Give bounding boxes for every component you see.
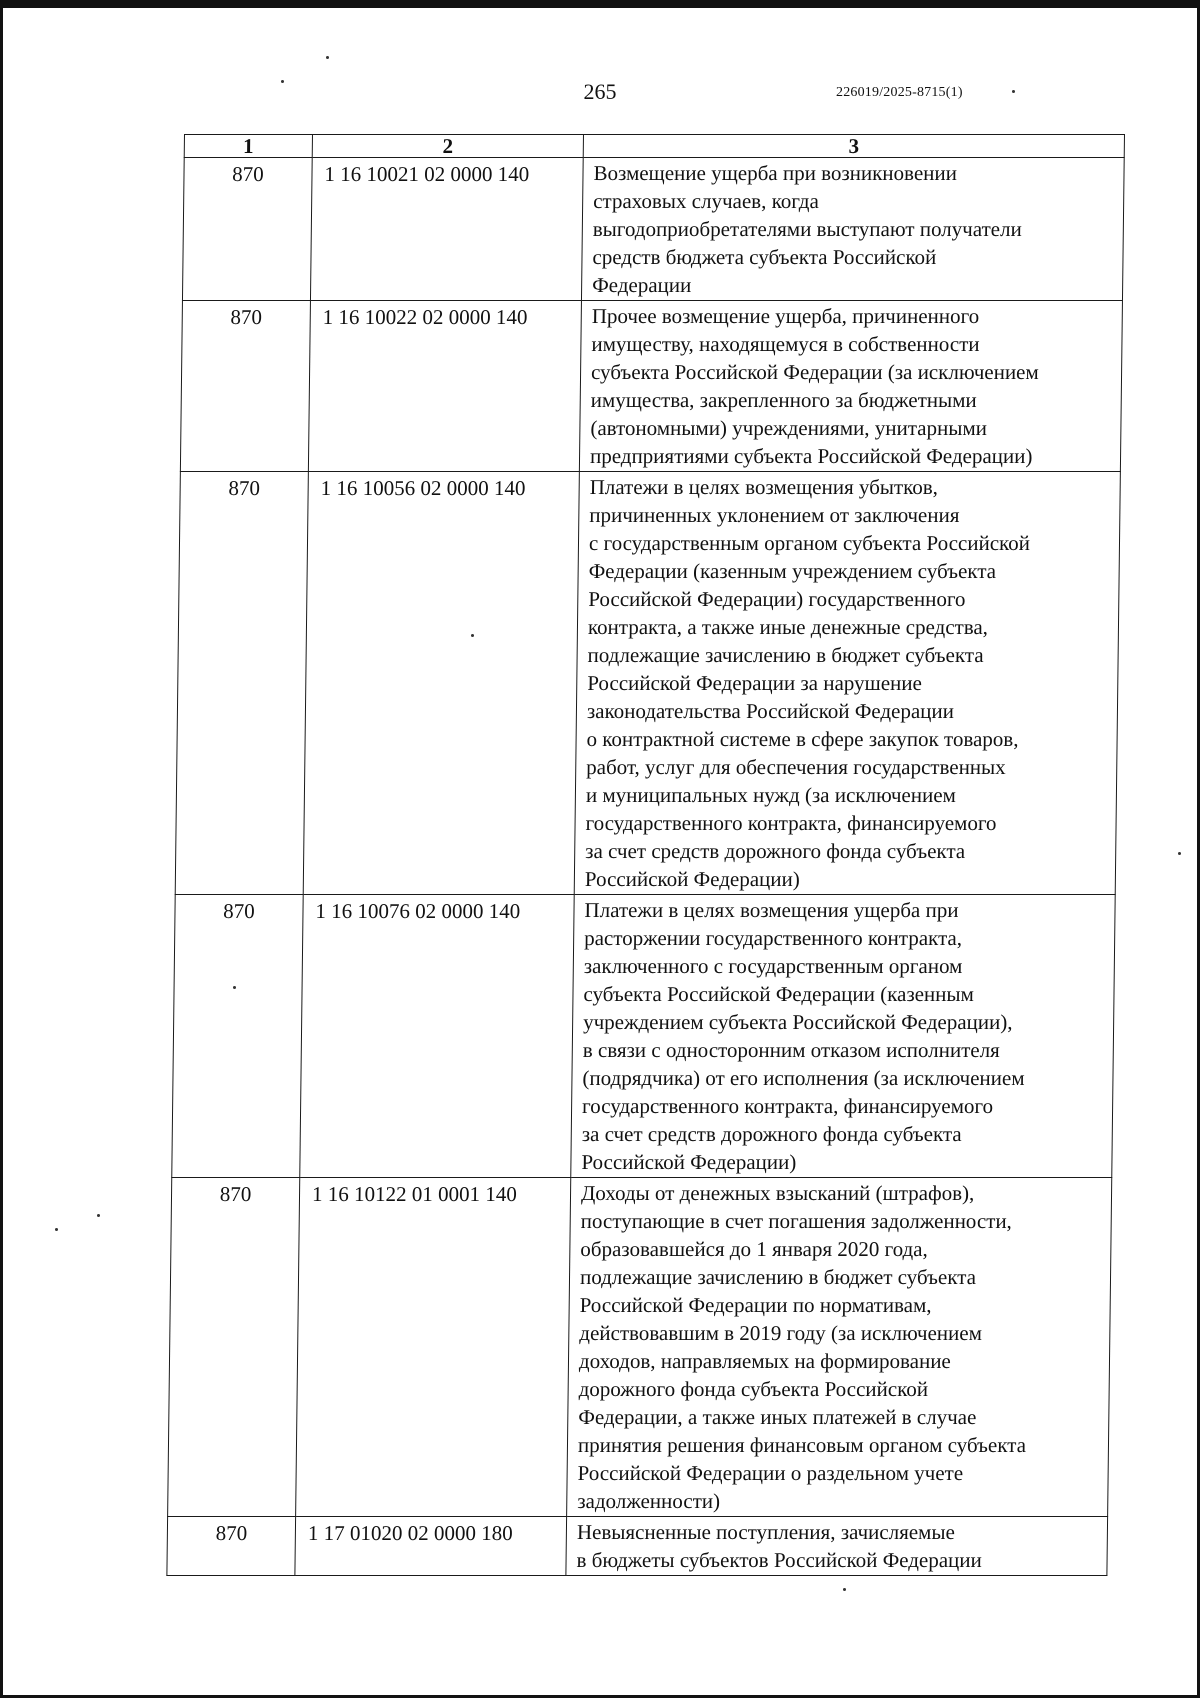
column-header-1: 1 [184, 135, 312, 158]
description-cell: Возмещение ущерба при возникновении страховых случаев, когда выгодоприобретателями выступают получатели средств бюджета субъекта Российской Федерации [581, 158, 1124, 301]
page-number: 265 [583, 79, 617, 104]
table-row [168, 1178, 1112, 1517]
description-cell: Прочее возмещение ущерба, причиненного имуществу, находящемуся в собственности субъекта Российской Федерации (за исключением имущества, закрепленного за бюджетными (автономными) учреждениями, унитарными предприятиями субъекта Российской Федерации) [579, 301, 1122, 472]
description-cell: Платежи в целях возмещения ущерба при расторжении государственного контракта, заключенного с государственным органом субъекта Российской Федерации (казенным учреждением субъекта Российской Федерации), в связи с односторонним отказом исполнителя (подрядчика) от его исполнения (за исключением государственного контракта, финансируемого за счет средств дорожного фонда субъекта Российской Федерации) [571, 895, 1115, 1178]
table-row [172, 895, 1115, 1178]
admin-code-cell: 870 [175, 472, 308, 895]
admin-code-cell: 870 [167, 1517, 296, 1576]
description-cell: Платежи в целях возмещения убытков, причиненных уклонением от заключения с государственным органом субъекта Российской Федерации (казенным учреждением субъекта Российской Федерации) государственного контракта, а также иные денежные средства, подлежащие зачислению в бюджет субъекта Российской Федерации за нарушение законодательства Российской Федерации о контрактной системе в сфере закупок товаров, работ, услуг для обеспечения государственных и муниципальных нужд (за исключением государственного контракта, финансируемого за счет средств дорожного фонда субъекта Российской Федерации) [574, 472, 1120, 895]
table-row [180, 301, 1122, 472]
document-reference: 226019/2025-8715(1) [836, 85, 963, 100]
revenue-codes-table [166, 134, 1125, 1576]
revenue-code-cell: 1 16 10021 02 0000 140 [310, 158, 583, 301]
scan-speck [471, 634, 474, 637]
table-row [175, 472, 1120, 895]
scan-speck [1012, 90, 1015, 93]
column-header-2: 2 [312, 135, 583, 158]
scan-speck [55, 1228, 58, 1231]
revenue-code-cell: 1 16 10122 01 0001 140 [296, 1178, 571, 1517]
revenue-code-cell: 1 16 10022 02 0000 140 [308, 301, 581, 472]
table-row [167, 1517, 1108, 1576]
table-body [167, 158, 1124, 1576]
scan-speck [233, 986, 236, 989]
scan-speck [326, 56, 329, 59]
scan-speck [1178, 852, 1181, 855]
revenue-code-cell: 1 17 01020 02 0000 180 [295, 1517, 567, 1576]
admin-code-cell: 870 [182, 158, 312, 301]
table-header-row [184, 135, 1124, 158]
scan-speck [281, 80, 284, 83]
description-cell: Доходы от денежных взысканий (штрафов), поступающие в счет погашения задолженности, образовавшейся до 1 января 2020 года, подлежащие зачислению в бюджет субъекта Российской Федерации по нормативам, действовавшим в 2019 году (за исключением доходов, направляемых на формирование дорожного фонда субъекта Российской Федерации, а также иных платежей в случае принятия решения финансовым органом субъекта Российской Федерации о раздельном учете задолженности) [567, 1178, 1112, 1517]
revenue-code-cell: 1 16 10056 02 0000 140 [303, 472, 579, 895]
description-cell: Невыясненные поступления, зачисляемые в бюджеты субъектов Российской Федерации [566, 1517, 1108, 1576]
admin-code-cell: 870 [168, 1178, 300, 1517]
scan-speck [843, 1588, 846, 1591]
admin-code-cell: 870 [172, 895, 303, 1178]
scan-speck [97, 1214, 100, 1217]
revenue-code-cell: 1 16 10076 02 0000 140 [300, 895, 574, 1178]
admin-code-cell: 870 [180, 301, 310, 472]
table-header [184, 135, 1124, 158]
column-header-3: 3 [583, 135, 1124, 158]
table-row [182, 158, 1124, 301]
